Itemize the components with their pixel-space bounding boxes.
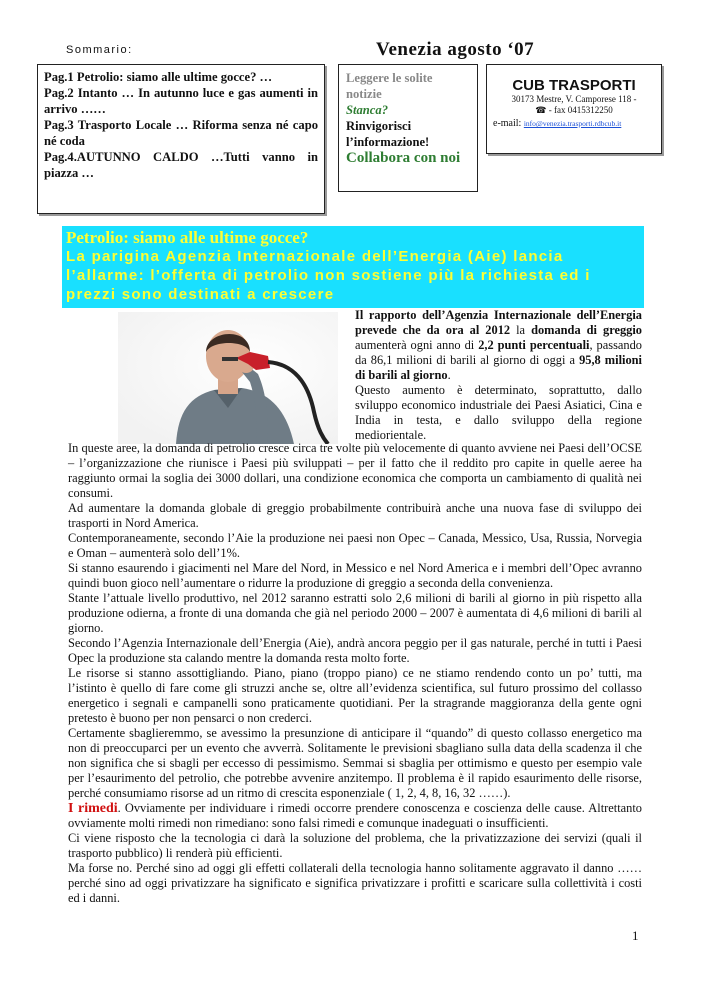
article-body [68,441,642,906]
article-paragraph: Secondo l’Agenzia Internazionale dell’Energia (Aie), andrà ancora peggio per il gas naturale, perché in tutti i Paesi Opec la produzione sta calando mentre la domanda resta molto forte. [68,636,642,665]
rimedi-text: . Ovviamente per individuare i rimedi occorre prendere conoscenza e coscienza delle cause. Altrettanto ovviamente molti rimedi non rimediano: sono falsi rimedi e comunque inadeguati o insufficienti. [68,801,642,830]
issue-date: Venezia agosto ‘07 [376,39,535,60]
rimedi-paragraph [68,801,642,831]
article-intro-column [355,308,642,443]
intro-text: . [447,368,451,382]
article-paragraph: Contemporaneamente, secondo l’Aie la produzione nei paesi non Opec – Canada, Messico, Usa, Russia, Norvegia e Oman – aumenterà solo dell’1%. [68,531,642,560]
email-label: e-mail: [493,118,522,129]
toc-item: Pag.2 Intanto … In autunno luce e gas aumenti in arrivo …… [44,86,318,116]
article-paragraph: Stante l’attuale livello produttivo, nel 2012 saranno estratti solo 2,6 milioni di barili al giorno in più rispetto alla produzione odierna, a fronte di una domanda che già nel periodo 2000 – 2007 è aumentata di 4,6 milioni di barili al giorno. [68,591,642,635]
promo-line: Collabora con noi [346,150,461,166]
promo-line: Leggere le solite notizie [346,71,433,101]
article-paragraph: Le risorse si stanno assottigliando. Piano, piano (troppo piano) ce ne stiamo rendendo conto un po’ tutti, ma l’istinto è quello di fare come gli struzzi anche se, oltre all’evidenza scientifica, sul futuro prossimo del collasso energetico i segnali e campanelli sono praticamente quotidiani. Per la stragrande maggioranza della gente ogni pretesto è buono per non pensarci o non crederci. [68,666,642,725]
org-phone: ☎ - fax 0415312250 [535,105,613,115]
org-address: 30173 Mestre, V. Camporese 118 - [511,94,637,104]
toc-item: Pag.4.AUTUNNO CALDO …Tutti vanno in piazza … [44,150,318,180]
email-link[interactable]: info@venezia.trasporti.rdbcub.it [523,119,622,128]
promo-line: Stanca? [346,103,388,117]
promo-box [338,64,478,192]
org-name: CUB TRASPORTI [512,77,636,94]
intro-bold: 95,8 milioni di barili al giorno [355,353,642,382]
contact-box [486,64,662,154]
intro-bold: 2,2 punti percentuali [478,338,590,352]
article-paragraph [355,308,642,383]
page-number: 1 [632,928,639,943]
promo-line: Rinvigorisci l’informazione! [346,119,430,149]
rimedi-heading: I rimedi [68,801,118,816]
toc-item: Pag.3 Trasporto Locale … Riforma senza né capo né coda [44,118,318,148]
man-fuel-nozzle-photo [118,312,338,444]
intro-text: , passando da 86,1 milioni di barili al giorno di oggi a [355,338,642,367]
article-paragraph: Questo aumento è determinato, soprattutto, dallo sviluppo economico industriale dei Paesi Asiatici, Cina e India in testa, e dallo sviluppo della regione mediorientale. [355,383,642,442]
article-paragraph: Ma forse no. Perché sino ad oggi gli effetti collaterali della tecnologia hanno solitamente aggravato il danno …… perché sino ad oggi privatizzare ha significato e significa privatizzare i profitti e scaricare sulla collettività i costi ed i danni. [68,861,642,905]
intro-text: la [510,323,532,337]
article-paragraph: In queste aree, la domanda di petrolio cresce circa tre volte più velocemente di quanto avviene nei Paesi dell’OCSE – l’organizzazione che riunisce i Paesi più sviluppati – per il fatto che il reddito pro capite in quelle aeree ha raggiunto ormai la soglia dei 3000 dollari, una condizione economica che comporta un cambiamento di qualità nei consumi. [68,441,642,500]
article-title: Petrolio: siamo alle ultime gocce? [66,228,309,247]
org-email [493,118,655,129]
table-of-contents [37,64,325,214]
sommario-label: Sommario: [66,44,133,56]
article-paragraph: Si stanno esaurendo i giacimenti nel Mare del Nord, in Messico e nel Nord America e i membri dell’Opec avranno quindi buon gioco nell’aumentare o ridurre la produzione di greggio a seconda della convenienza. [68,561,642,590]
article-paragraph: Ci viene risposto che la tecnologia ci darà la soluzione del problema, che la privatizzazione dei servizi (quali il trasporto pubblico) li renderà più efficienti. [68,831,642,860]
article-paragraph: Ad aumentare la domanda globale di greggio probabilmente contribuirà anche una nuova fase di sviluppo dei trasporti in Nord America. [68,501,642,530]
intro-bold: domanda di greggio [531,323,642,337]
article-subtitle: La parigina Agenzia Internazionale dell’Energia (Aie) lancia l’allarme: l’offerta di petrolio non sostiene più la richiesta ed i prezzi sono destinati a crescere [66,248,591,303]
article-banner [62,226,644,308]
article-paragraph: Certamente sbaglieremmo, se avessimo la presunzione di anticipare il “quando” di questo collasso energetico ma non di preoccuparci per un evento che avverrà. Solitamente le previsioni sbagliano sulla data della scadenza il che non significa che si sbagli per eccesso di pessimismo. Semmai si sbaglia per ottimismo e questo per esempio vale per l’esaurimento del petrolio, che potrebbe avvenire anzitempo. Il problema è il rapido esaurimento delle risorse, perché consumiamo risorse ad un ritmo di crescita esponenziale ( 1, 2, 4, 8, 16, 32 ……). [68,726,642,800]
intro-bold: Il rapporto dell’Agenzia Internazionale dell’Energia prevede che da ora al 2012 [355,308,642,337]
intro-text: aumenterà ogni anno di [355,338,479,352]
toc-item: Pag.1 Petrolio: siamo alle ultime gocce? … [44,70,273,84]
